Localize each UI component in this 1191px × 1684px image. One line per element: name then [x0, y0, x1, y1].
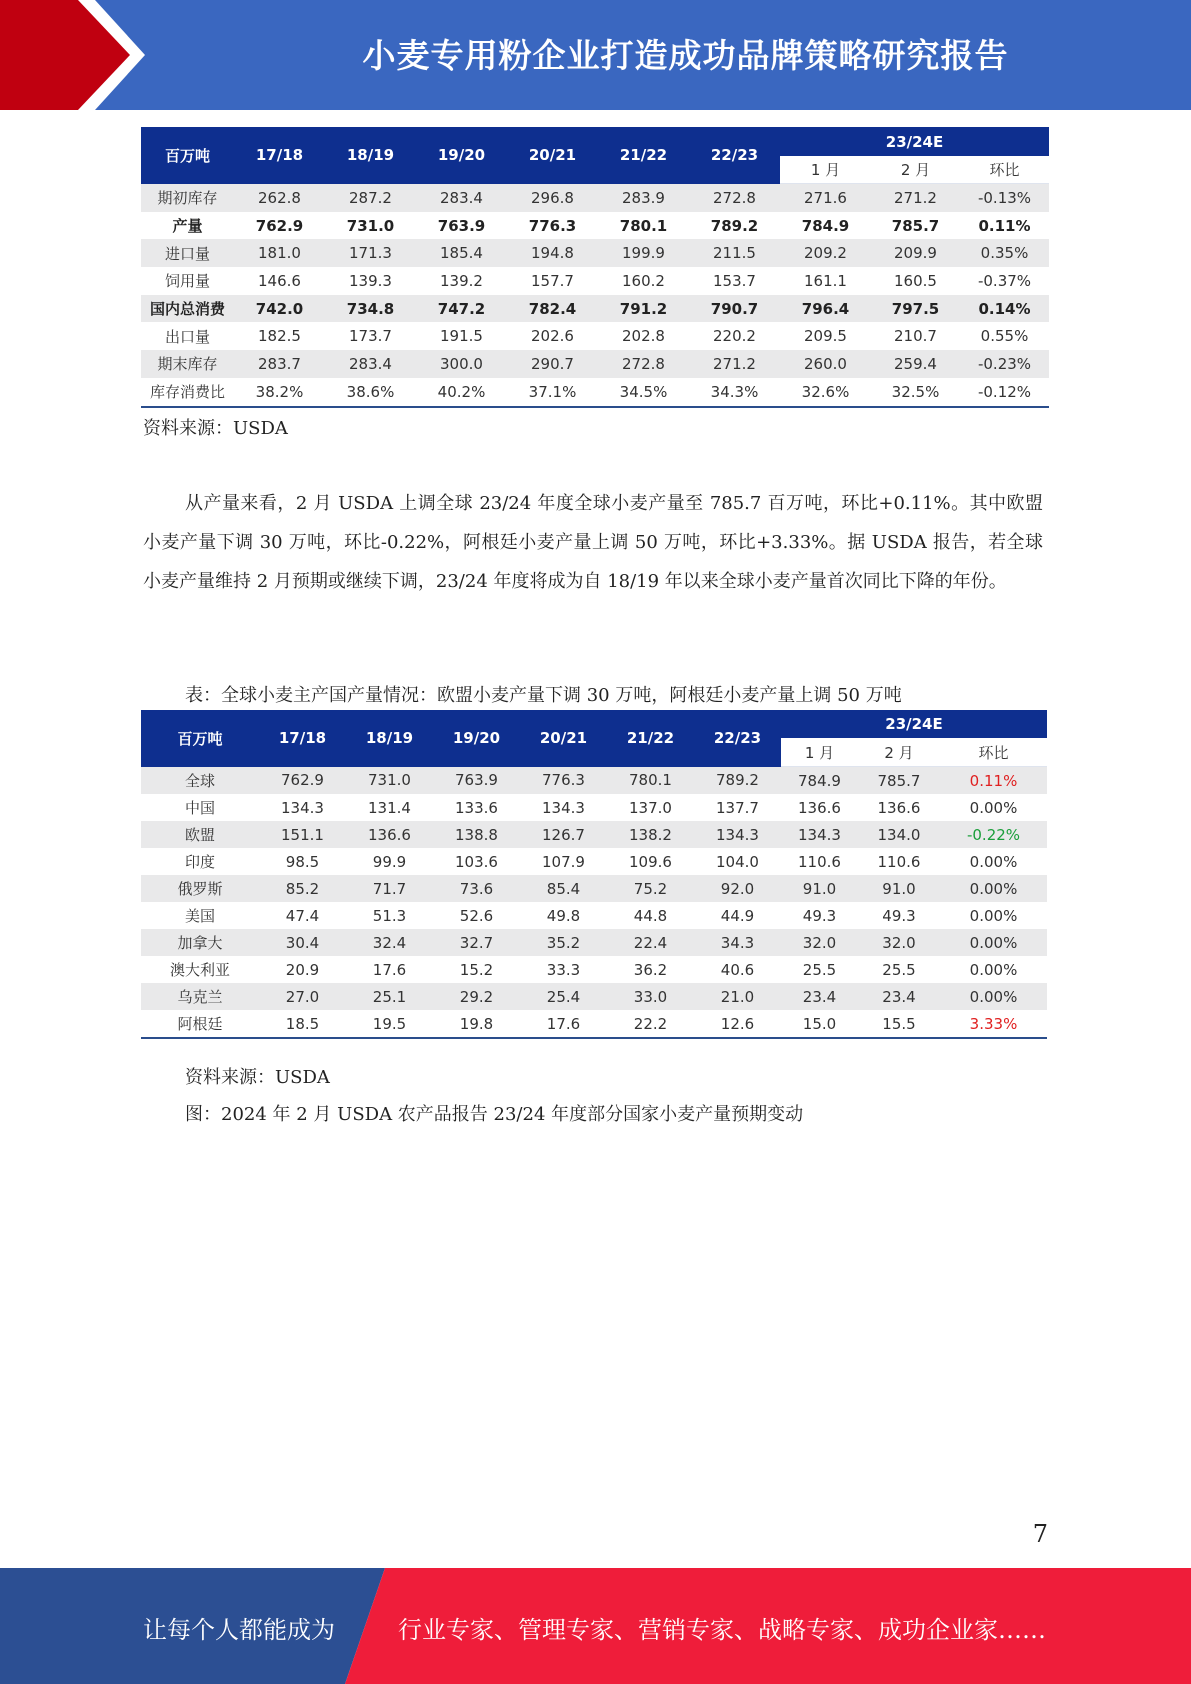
figure-caption: 图：2024 年 2 月 USDA 农产品报告 23/24 年度部分国家小麦产量预期变动: [185, 1104, 804, 1125]
table2-row-label: 欧盟: [141, 821, 259, 848]
table1-value-cell: 191.5: [440, 327, 483, 346]
table1-value-cell: 37.1%: [507, 378, 598, 407]
table2-value-cell: 134.3: [542, 798, 585, 817]
table2-value-cell: 17.6: [520, 1010, 607, 1038]
table2-value-cell: 25.5: [802, 960, 837, 979]
table1-value-cell: 784.9: [801, 216, 850, 235]
table2-value-cell: 762.9: [259, 767, 346, 795]
table2-value-cell: 151.1: [259, 821, 346, 848]
table2-value-cell: 71.7: [346, 875, 433, 902]
table2-value-cell: 136.6: [798, 798, 841, 817]
table1-value-cell: 220.2: [713, 327, 756, 346]
table2-row-label: 印度: [184, 853, 215, 871]
table2-value-cell: 784.9: [781, 767, 858, 795]
table2-value-cell: 137.0: [629, 798, 672, 817]
table1-year-header: 20/21: [507, 127, 598, 184]
table1-value-cell: 34.3%: [689, 378, 780, 407]
table1-row-label: 期末库存: [141, 350, 234, 378]
table2-value-cell: 35.2: [520, 929, 607, 956]
table2-row: [141, 929, 1047, 956]
table1-value-cell: 283.7: [234, 350, 325, 378]
table2-value-cell: 134.3: [781, 821, 858, 848]
supply-demand-table: [141, 127, 1049, 408]
table2-value-cell: 133.6: [455, 798, 498, 817]
table2-value-cell: 25.4: [520, 983, 607, 1010]
table2-row: [141, 848, 1047, 875]
table1-year-header: 19/20: [416, 127, 507, 184]
table2-value-cell: 49.3: [882, 906, 916, 925]
table2-row-label: 中国: [184, 799, 215, 817]
table1-value-cell: 731.0: [346, 216, 395, 235]
table2-row: [141, 956, 1047, 983]
table1-value-cell: 791.2: [598, 295, 689, 323]
table1-value-cell: 161.1: [804, 271, 847, 290]
table1-value-cell: 139.2: [440, 271, 483, 290]
table2-value-cell: 15.2: [459, 960, 494, 979]
table1-value-cell: 160.5: [894, 271, 937, 290]
table2-change-cell: 0.11%: [940, 767, 1047, 795]
table2-value-cell: 15.0: [781, 1010, 858, 1038]
table2-value-cell: 29.2: [433, 983, 520, 1010]
table1-year-header: 22/23: [689, 127, 780, 184]
table2-value-cell: 110.6: [877, 852, 921, 871]
table2-value-cell: 92.0: [694, 875, 781, 902]
table2-change-cell: 3.33%: [940, 1010, 1047, 1038]
table1-value-cell: 157.7: [531, 271, 574, 290]
table1-value-cell: 271.2: [689, 350, 780, 378]
table2-change-cell: 0.00%: [969, 960, 1018, 979]
table1-value-cell: 742.0: [234, 295, 325, 323]
table1-row-label: 产量: [172, 217, 203, 236]
table2-value-cell: 138.2: [607, 821, 694, 848]
table2-row: [141, 1010, 1047, 1038]
table2-value-cell: 25.1: [346, 983, 433, 1010]
table2-value-cell: 85.4: [520, 875, 607, 902]
table2-group-header: 23/24E: [781, 710, 1047, 738]
table2-value-cell: 19.5: [346, 1010, 433, 1038]
table2-year-header: 21/22: [607, 710, 694, 767]
table2-row: [141, 794, 1047, 821]
table1-row-label: 进口量: [141, 239, 234, 267]
table2-value-cell: 21.0: [694, 983, 781, 1010]
table2-value-cell: 85.2: [259, 875, 346, 902]
table1-row-label: 期初库存: [141, 184, 234, 212]
table1-change-cell: 0.35%: [960, 239, 1049, 267]
table2-value-cell: 91.0: [858, 875, 940, 902]
table1-value-cell: 38.2%: [234, 378, 325, 407]
table2-row-label: 全球: [141, 767, 259, 795]
table1-value-cell: 747.2: [416, 295, 507, 323]
table1-unit-header: 百万吨: [141, 127, 234, 184]
table2-value-cell: 27.0: [259, 983, 346, 1010]
table1-value-cell: 789.2: [710, 216, 759, 235]
table2-value-cell: 36.2: [633, 960, 668, 979]
table1-value-cell: 790.7: [689, 295, 780, 323]
table1-row: [141, 378, 1049, 407]
table2-value-cell: 136.6: [346, 821, 433, 848]
table1-row: [141, 184, 1049, 212]
table1-row-label: 库存消费比: [141, 378, 234, 407]
table2-value-cell: 44.8: [633, 906, 668, 925]
table2-value-cell: 49.8: [546, 906, 581, 925]
table2-value-cell: 23.4: [858, 983, 940, 1010]
table2-value-cell: 731.0: [346, 767, 433, 795]
table1-sub-header: 2 月: [871, 156, 960, 184]
table1-year-header: 17/18: [234, 127, 325, 184]
table2-change-cell: 0.00%: [969, 852, 1018, 871]
table2-row: [141, 983, 1047, 1010]
table1-row-label: 国内总消费: [141, 295, 234, 323]
table1-value-cell: 209.5: [804, 327, 847, 346]
table1-change-cell: -0.37%: [977, 271, 1032, 290]
table1-year-header: 21/22: [598, 127, 689, 184]
table1-value-cell: 139.3: [349, 271, 392, 290]
table1-value-cell: 194.8: [507, 239, 598, 267]
table2-year-header: 18/19: [346, 710, 433, 767]
header-title: 小麦专用粉企业打造成功品牌策略研究报告: [362, 36, 1009, 75]
table1-change-cell: -0.12%: [960, 378, 1049, 407]
table1-value-cell: 40.2%: [416, 378, 507, 407]
table1-value-cell: 209.9: [871, 239, 960, 267]
table1-value-cell: 271.2: [871, 184, 960, 212]
table1-value-cell: 780.1: [619, 216, 668, 235]
page-header: [0, 0, 1191, 110]
body-paragraph: 从产量来看，2 月 USDA 上调全球 23/24 年度全球小麦产量至 785.7 百万吨，环比+0.11%。其中欧盟小麦产量下调 30 万吨，环比-0.22%，阿根廷小麦产量上调 50 万吨，环比+3.33%。据 USDA 报告，若全球小麦产量维持 2 月预期或继续下调，23/24 年度将成为自 18/19 年以来全球小麦产量首次同比下降的年份。: [143, 493, 1043, 592]
table2-value-cell: 22.2: [607, 1010, 694, 1038]
table2-value-cell: 25.5: [882, 960, 916, 979]
table1-change-cell: 0.55%: [980, 327, 1029, 346]
table2-value-cell: 763.9: [433, 767, 520, 795]
table2-value-cell: 33.3: [546, 960, 581, 979]
table1-value-cell: 185.4: [416, 239, 507, 267]
table1-value-cell: 32.5%: [871, 378, 960, 407]
table2-value-cell: 99.9: [372, 852, 407, 871]
table1-value-cell: 785.7: [891, 216, 940, 235]
footer-slogan-left: 让每个人都能成为: [143, 1616, 335, 1644]
table1-value-cell: 259.4: [871, 350, 960, 378]
table2-value-cell: 136.6: [877, 798, 921, 817]
table2-value-cell: 107.9: [542, 852, 585, 871]
table1-value-cell: 734.8: [325, 295, 416, 323]
table2-value-cell: 776.3: [520, 767, 607, 795]
table2-value-cell: 134.3: [281, 798, 324, 817]
table2-row-label: 澳大利亚: [169, 961, 230, 979]
table2-row-label: 乌克兰: [141, 983, 259, 1010]
table2-value-cell: 103.6: [455, 852, 498, 871]
table2-value-cell: 126.7: [520, 821, 607, 848]
production-by-country-table: [141, 710, 1047, 1039]
table2-value-cell: 785.7: [858, 767, 940, 795]
table2-row: [141, 821, 1047, 848]
table1-value-cell: 271.6: [780, 184, 871, 212]
table1-value-cell: 209.2: [780, 239, 871, 267]
table1-value-cell: 776.3: [528, 216, 577, 235]
table1-value-cell: 762.9: [255, 216, 304, 235]
table1-value-cell: 262.8: [234, 184, 325, 212]
table2-value-cell: 23.4: [781, 983, 858, 1010]
table1-sub-header: 环比: [960, 156, 1049, 184]
table1-value-cell: 182.5: [258, 327, 301, 346]
table2-value-cell: 91.0: [781, 875, 858, 902]
table2-unit-header: 百万吨: [141, 710, 259, 767]
table1-sub-header: 1 月: [780, 156, 871, 184]
table2-value-cell: 15.5: [858, 1010, 940, 1038]
table2-row-label: 美国: [184, 907, 215, 925]
table1-value-cell: 283.4: [325, 350, 416, 378]
table1-value-cell: 300.0: [416, 350, 507, 378]
footer-slogan-right: 行业专家、管理专家、营销专家、战略专家、成功企业家……: [398, 1616, 1046, 1644]
table1-value-cell: 782.4: [507, 295, 598, 323]
table1-value-cell: 146.6: [258, 271, 301, 290]
table2-value-cell: 17.6: [372, 960, 407, 979]
table1-row-label: 饲用量: [164, 272, 210, 291]
table2-value-cell: 137.7: [716, 798, 759, 817]
page-footer: [0, 1568, 1191, 1684]
table2-value-cell: 780.1: [607, 767, 694, 795]
table1-value-cell: 210.7: [894, 327, 937, 346]
table2-row: [141, 767, 1047, 795]
table2-value-cell: 32.4: [346, 929, 433, 956]
table2-value-cell: 49.3: [802, 906, 837, 925]
table2-caption: 表：全球小麦主产国产量情况：欧盟小麦产量下调 30 万吨，阿根廷小麦产量上调 50 万吨: [185, 685, 902, 706]
table2-value-cell: 30.4: [259, 929, 346, 956]
table1-value-cell: 38.6%: [325, 378, 416, 407]
table2-year-header: 22/23: [694, 710, 781, 767]
table2-value-cell: 32.0: [781, 929, 858, 956]
table1-change-cell: 0.11%: [978, 216, 1031, 235]
table2-year-header: 19/20: [433, 710, 520, 767]
table2-row-label: 阿根廷: [141, 1010, 259, 1038]
table2-value-cell: 19.8: [433, 1010, 520, 1038]
table1-value-cell: 296.8: [507, 184, 598, 212]
table2-value-cell: 98.5: [285, 852, 320, 871]
table2-row-label: 加拿大: [141, 929, 259, 956]
table2-value-cell: 44.9: [720, 906, 755, 925]
table1-value-cell: 32.6%: [780, 378, 871, 407]
table1-year-header: 18/19: [325, 127, 416, 184]
table2-change-cell: 0.00%: [940, 875, 1047, 902]
table2-sub-header: 1 月: [781, 738, 858, 767]
table2-value-cell: 134.3: [694, 821, 781, 848]
table1-value-cell: 153.7: [713, 271, 756, 290]
table1-change-cell: -0.23%: [960, 350, 1049, 378]
table2-row-label: 俄罗斯: [141, 875, 259, 902]
table1-value-cell: 763.9: [437, 216, 486, 235]
page-number: 7: [1032, 1520, 1048, 1548]
table2-sub-header: 2 月: [858, 738, 940, 767]
table1-value-cell: 211.5: [689, 239, 780, 267]
table1-value-cell: 160.2: [622, 271, 665, 290]
table2-row: [141, 875, 1047, 902]
table1-value-cell: 272.8: [598, 350, 689, 378]
table2-value-cell: 52.6: [459, 906, 494, 925]
table2-change-cell: 0.00%: [940, 929, 1047, 956]
table1-source: 资料来源：USDA: [143, 418, 288, 439]
table2-value-cell: 32.7: [433, 929, 520, 956]
table2-source: 资料来源：USDA: [185, 1067, 330, 1088]
table2-value-cell: 75.2: [607, 875, 694, 902]
table1-row-label: 出口量: [164, 327, 210, 346]
table1-value-cell: 171.3: [325, 239, 416, 267]
table1-value-cell: 34.5%: [598, 378, 689, 407]
table1-value-cell: 260.0: [780, 350, 871, 378]
table2-value-cell: 34.3: [694, 929, 781, 956]
table2-value-cell: 138.8: [433, 821, 520, 848]
table1-value-cell: 283.9: [598, 184, 689, 212]
table1-value-cell: 202.8: [622, 327, 665, 346]
table1-row: [141, 322, 1049, 350]
table2-value-cell: 131.4: [368, 798, 411, 817]
table2-value-cell: 134.0: [858, 821, 940, 848]
table2-value-cell: 22.4: [607, 929, 694, 956]
table1-value-cell: 173.7: [349, 327, 392, 346]
table2-value-cell: 18.5: [259, 1010, 346, 1038]
table2-year-header: 20/21: [520, 710, 607, 767]
table1-row: [141, 239, 1049, 267]
table2-value-cell: 32.0: [858, 929, 940, 956]
table1-row: [141, 267, 1049, 295]
table2-change-cell: 0.00%: [969, 906, 1018, 925]
table2-row: [141, 902, 1047, 929]
table1-row: [141, 212, 1049, 240]
table2-value-cell: 109.6: [629, 852, 672, 871]
table1-group-header: 23/24E: [780, 127, 1049, 156]
table2-value-cell: 47.4: [285, 906, 320, 925]
table1-row: [141, 350, 1049, 378]
table1-value-cell: 199.9: [598, 239, 689, 267]
table1-value-cell: 290.7: [507, 350, 598, 378]
table2-sub-header: 环比: [940, 738, 1047, 767]
table2-value-cell: 104.0: [716, 852, 759, 871]
table2-value-cell: 73.6: [433, 875, 520, 902]
table1-value-cell: 287.2: [325, 184, 416, 212]
table2-value-cell: 12.6: [694, 1010, 781, 1038]
table1-value-cell: 283.4: [416, 184, 507, 212]
table1-change-cell: 0.14%: [960, 295, 1049, 323]
table1-value-cell: 202.6: [531, 327, 574, 346]
table1-value-cell: 796.4: [780, 295, 871, 323]
table2-change-cell: -0.22%: [940, 821, 1047, 848]
table1-value-cell: 272.8: [689, 184, 780, 212]
table2-value-cell: 40.6: [720, 960, 755, 979]
table2-value-cell: 51.3: [372, 906, 407, 925]
table1-change-cell: -0.13%: [960, 184, 1049, 212]
table2-change-cell: 0.00%: [969, 798, 1018, 817]
table2-value-cell: 20.9: [285, 960, 320, 979]
table1-row: [141, 295, 1049, 323]
table2-year-header: 17/18: [259, 710, 346, 767]
table1-value-cell: 181.0: [234, 239, 325, 267]
table2-value-cell: 110.6: [798, 852, 841, 871]
table2-change-cell: 0.00%: [940, 983, 1047, 1010]
table1-value-cell: 797.5: [871, 295, 960, 323]
table2-value-cell: 33.0: [607, 983, 694, 1010]
table2-value-cell: 789.2: [694, 767, 781, 795]
